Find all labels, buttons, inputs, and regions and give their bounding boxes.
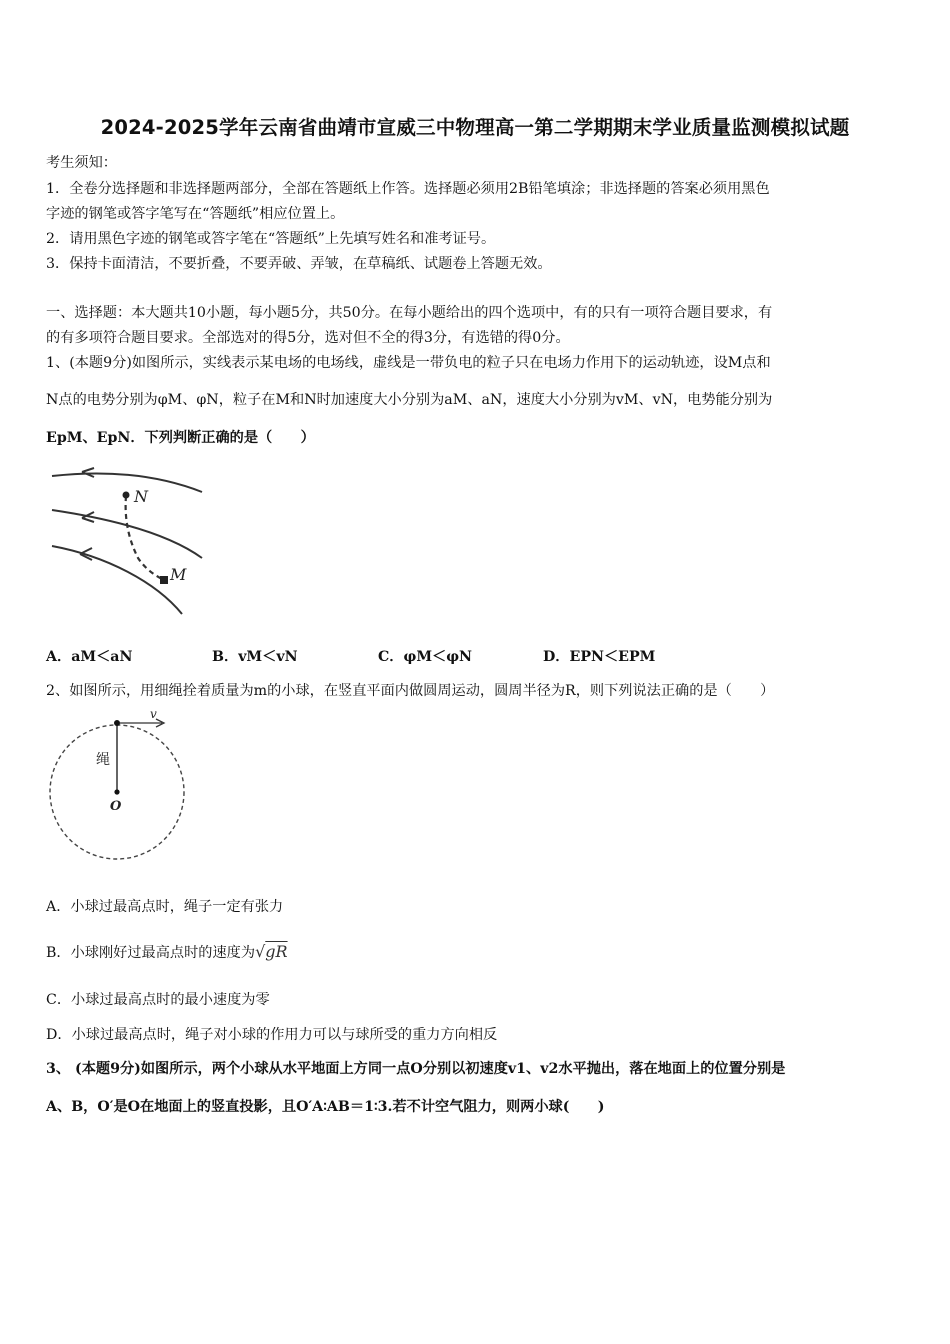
q3-stem: A、B，O′是O在地面上的竖直投影，且O′A∶AB＝1∶3.若不计空气阻力，则两小球( ) (46, 1099, 605, 1115)
q2-stem: 2、如图所示，用细绳拴着质量为m的小球，在竖直平面内做圆周运动，圆周半径为R，则下列说法正确的是（ ） (46, 683, 775, 699)
section-intro: 一、选择题：本大题共10小题，每小题5分，共50分。在每小题给出的四个选项中，有的只有一项符合题目要求，有 (46, 305, 773, 321)
q1-option-b: B．vM＜vN (212, 649, 298, 665)
label-m: M (170, 565, 187, 584)
point-m (160, 576, 168, 584)
label-o: O (110, 799, 122, 814)
notice-item: 字迹的钢笔或答字笔写在“答题纸”相应位置上。 (46, 206, 345, 222)
notice-heading: 考生须知： (46, 155, 117, 171)
q1-stem: 1、(本题9分)如图所示，实线表示某电场的电场线，虚线是一带负电的粒子只在电场力作用下的运动轨迹，设M点和 (46, 355, 771, 371)
label-v: v (150, 708, 157, 721)
q1-option-c: C．φM＜φN (378, 649, 473, 665)
section-intro: 的有多项符合题目要求。全部选对的得5分，选对但不全的得3分，有选错的得0分。 (46, 330, 570, 346)
notice-item: 3．保持卡面清洁，不要折叠，不要弄破、弄皱，在草稿纸、试题卷上答题无效。 (46, 256, 552, 272)
field-line (52, 473, 202, 492)
point-n (123, 492, 130, 499)
q1-option-d: D．EPN＜EPM (543, 649, 656, 665)
q2-option-d: D．小球过最高点时，绳子对小球的作用力可以与球所受的重力方向相反 (46, 1027, 498, 1043)
q2-option-a: A．小球过最高点时，绳子一定有张力 (46, 899, 284, 915)
q1-stem: N点的电势分别为φM、φN，粒子在M和N时加速度大小分别为aM、aN，速度大小分别为vM、vN，电势能分别为 (46, 392, 773, 408)
q1-stem: EpM、EpN．下列判断正确的是（ ） (46, 430, 315, 446)
q2-option-c: C．小球过最高点时的最小速度为零 (46, 992, 270, 1008)
page-title: 2024-2025学年云南省曲靖市宣威三中物理高一第二学期期末学业质量监测模拟试题 (100, 116, 850, 139)
label-n: N (134, 487, 148, 506)
q1-field-figure (46, 462, 216, 622)
trajectory (126, 496, 164, 580)
q2-option-b: B．小球刚好过最高点时的速度为√gR (46, 942, 288, 961)
q2-circle-figure (46, 708, 196, 863)
ball (114, 720, 120, 726)
center-point (114, 789, 119, 794)
q1-option-a: A．aM＜aN (46, 649, 133, 665)
q3-stem: 3、 (本题9分)如图所示，两个小球从水平地面上方同一点O分别以初速度v1、v2水平抛出，落在地面上的位置分别是 (46, 1061, 786, 1077)
sqrt-symbol: √ (255, 942, 266, 961)
notice-item: 2．请用黑色字迹的钢笔或答字笔在“答题纸”上先填写姓名和准考证号。 (46, 231, 496, 247)
notice-item: 1．全卷分选择题和非选择题两部分，全部在答题纸上作答。选择题必须用2B铅笔填涂；非选择题的答案必须用黑色 (46, 181, 770, 197)
label-rope: 绳 (96, 752, 110, 768)
